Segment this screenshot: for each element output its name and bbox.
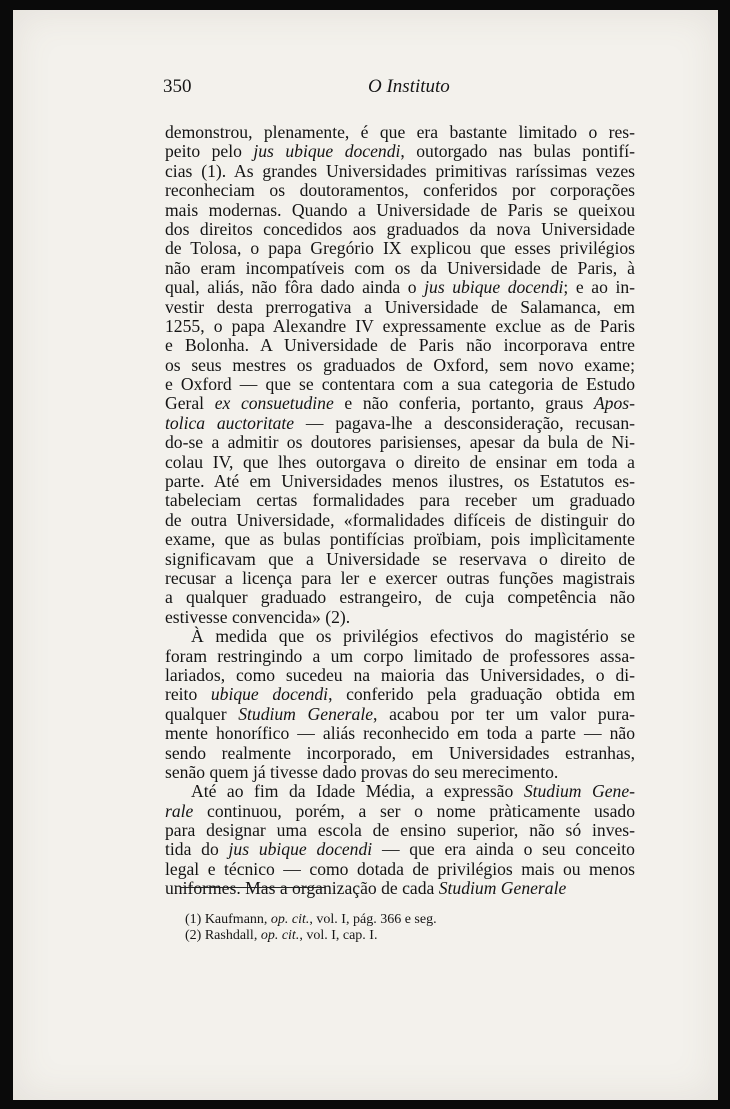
text-line: de Tolosa, o papa Gregório IX explicou que esses privilégios xyxy=(165,238,635,259)
book-page xyxy=(13,10,718,1100)
text-line: qual, aliás, não fôra dado ainda o jus ubique docendi; e ao in- xyxy=(165,277,635,298)
text-line: a qualquer graduado estrangeiro, de cuja competência não xyxy=(165,587,635,608)
text-line: rale continuou, porém, a ser o nome pràticamente usado xyxy=(165,800,635,821)
text-line: tida do jus ubique docendi — que era ainda o seu conceito xyxy=(165,839,635,860)
text-line: mais modernas. Quando a Universidade de Paris se queixou xyxy=(165,199,635,220)
text-line: 1255, o papa Alexandre IV expressamente exclue as de Paris xyxy=(165,315,635,336)
text-line: e Bolonha. A Universidade de Paris não incorporava entre xyxy=(165,335,635,356)
text-line: significavam que a Universidade se reservava o direito de xyxy=(165,548,635,569)
text-line: parte. Até em Universidades menos ilustres, os Estatutos es- xyxy=(165,471,635,492)
text-line: exame, que as bulas pontifícias proïbiam, pois implìcitamente xyxy=(165,529,635,550)
text-line: os seus mestres os graduados de Oxford, sem novo exame; xyxy=(165,354,635,375)
text-line: colau IV, que lhes outorgava o direito de ensinar em toda a xyxy=(165,451,635,472)
text-line: lariados, como sucedeu na maioria das Universidades, o di- xyxy=(165,664,635,685)
footnote: (1) Kaufmann, op. cit., vol. I, pág. 366 e seg. xyxy=(185,912,437,927)
footnotes xyxy=(185,912,605,943)
body-text xyxy=(165,123,635,899)
text-line: de outra Universidade, «formalidades difíceis de distinguir do xyxy=(165,509,635,530)
text-line: mente honorífico — aliás reconhecido em toda a parte — não xyxy=(165,723,635,744)
text-line: demonstrou, plenamente, é que era bastante limitado o res- xyxy=(165,122,635,142)
text-line: cias (1). As grandes Universidades primitivas raríssimas vezes xyxy=(165,160,635,181)
text-line: uniformes. Mas a organização de cada Studium Generale xyxy=(165,878,567,899)
footnote: (2) Rashdall, op. cit., vol. I, cap. I. xyxy=(185,927,378,943)
text-line: tolica auctoritate — pagava-lhe a desconsideração, recusan- xyxy=(165,412,636,433)
text-line: sendo realmente incorporado, em Universidades estranhas, xyxy=(165,742,635,763)
text-line: e Oxford — que se contentara com a sua categoria de Estudo xyxy=(165,374,635,395)
text-line: Até ao fim da Idade Média, a expressão Studium Gene- xyxy=(191,781,635,802)
text-line: foram restringindo a um corpo limitado de professores assa- xyxy=(165,645,635,666)
text-line: reconheciam os doutoramentos, conferidos por corporações xyxy=(165,180,635,201)
text-line: senão quem já tivesse dado provas do seu merecimento. xyxy=(165,761,559,782)
text-line: qualquer Studium Generale, acabou por ter um valor pura- xyxy=(165,703,635,724)
text-line: legal e técnico — como dotada de privilégios mais ou menos xyxy=(165,858,635,879)
text-line: À medida que os privilégios efectivos do magistério se xyxy=(191,626,635,647)
text-line: dos direitos concedidos aos graduados da nova Universidade xyxy=(165,218,635,239)
text-line: para designar uma escola de ensino superior, não só inves- xyxy=(165,820,635,841)
text-line: Geral ex consuetudine e não conferia, portanto, graus Apos- xyxy=(165,393,635,414)
text-line: do-se a admitir os doutores parisienses, apesar da bula de Ni- xyxy=(165,432,635,453)
text-line: estivesse convencida» (2). xyxy=(165,606,351,627)
text-line: peito pelo jus ubique docendi, outorgado nas bulas pontifí- xyxy=(165,141,635,162)
running-title: O Instituto xyxy=(368,76,450,97)
footnote-rule xyxy=(180,887,325,888)
text-line: recusar a licença para ler e exercer outras funções magistrais xyxy=(165,567,635,588)
text-line: tabeleciam certas formalidades para receber um graduado xyxy=(165,490,635,511)
text-line: reito ubique docendi, conferido pela graduação obtida em xyxy=(165,684,636,705)
page-header xyxy=(163,76,663,102)
text-line: não eram incompatíveis com os da Universidade de Paris, à xyxy=(165,257,635,278)
page-number: 350 xyxy=(163,76,192,97)
text-line: vestir desta prerrogativa a Universidade de Salamanca, em xyxy=(165,296,635,317)
